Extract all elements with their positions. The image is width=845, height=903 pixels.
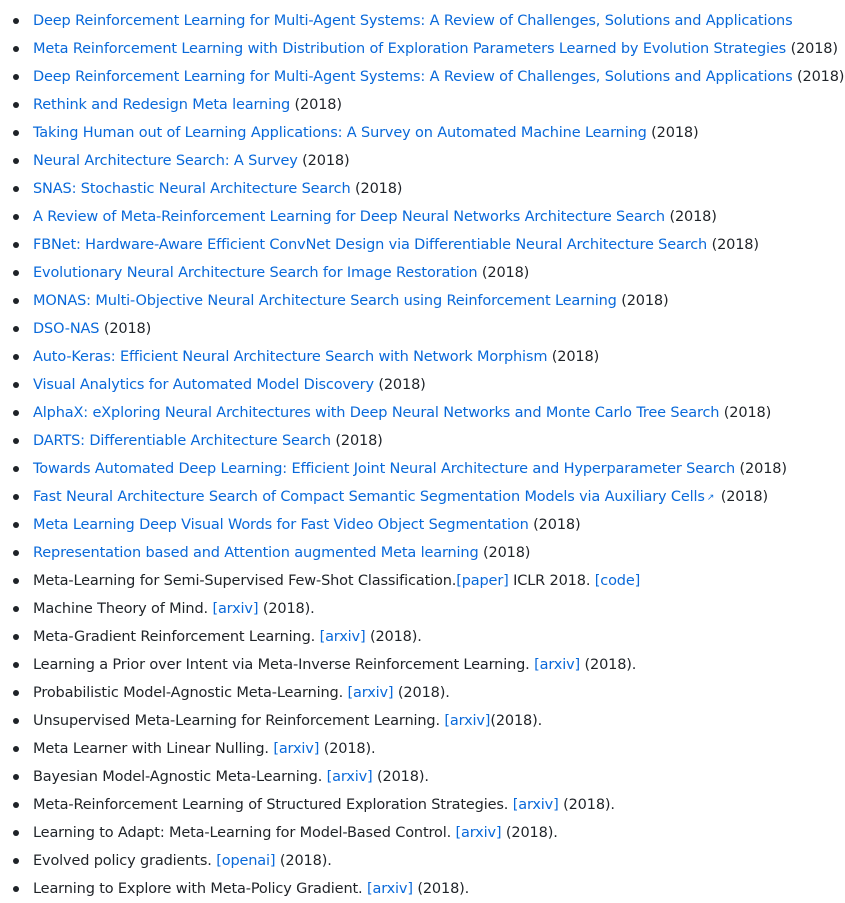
paper-title-link[interactable]: A Review of Meta-Reinforcement Learning for Deep Neural Networks Architecture Search <box>33 209 665 225</box>
bullet-icon <box>13 242 19 248</box>
paper-title-link[interactable]: Fast Neural Architecture Search of Compact Semantic Segmentation Models via Auxiliary Cells <box>33 489 705 505</box>
paper-resource-link[interactable]: [arxiv] <box>366 881 413 897</box>
paper-title-link[interactable]: Visual Analytics for Automated Model Discovery <box>33 377 374 393</box>
list-item <box>0 63 845 91</box>
paper-title-link[interactable]: Meta Learning Deep Visual Words for Fast Video Object Segmentation <box>33 517 529 533</box>
paper-title-link[interactable]: Meta Reinforcement Learning with Distribution of Exploration Parameters Learned by Evolution Strategies <box>33 41 787 57</box>
list-item <box>0 791 845 819</box>
paper-text: Meta Learner with Linear Nulling. <box>33 741 274 757</box>
paper-text: Bayesian Model-Agnostic Meta-Learning. <box>33 769 327 785</box>
list-item <box>0 847 845 875</box>
paper-year: (2018) <box>796 69 845 85</box>
list-item <box>0 707 845 735</box>
paper-text: (2018). <box>258 601 315 617</box>
list-item <box>0 623 845 651</box>
paper-title-link[interactable]: Representation based and Attention augmented Meta learning <box>33 545 479 561</box>
paper-year: (2018) <box>103 321 152 337</box>
paper-year: (2018) <box>720 489 769 505</box>
bullet-icon <box>13 690 19 696</box>
paper-text: Meta-Reinforcement Learning of Structured Exploration Strategies. <box>33 797 513 813</box>
paper-year: (2018) <box>651 125 699 141</box>
bullet-icon <box>13 410 19 416</box>
list-item <box>0 735 845 763</box>
paper-title-link[interactable]: AlphaX: eXploring Neural Architectures with Deep Neural Networks and Monte Carlo Tree Search <box>33 405 720 421</box>
list-item <box>0 91 845 119</box>
paper-title-link[interactable]: Neural Architecture Search: A Survey <box>33 153 298 169</box>
bullet-icon <box>13 550 19 556</box>
paper-text: (2018). <box>319 741 376 757</box>
list-item <box>0 875 845 903</box>
paper-year: (2018) <box>551 349 600 365</box>
paper-resource-link[interactable]: [code] <box>594 573 641 589</box>
paper-title-link[interactable]: MONAS: Multi-Objective Neural Architecture Search using Reinforcement Learning <box>33 293 617 309</box>
paper-year: (2018) <box>294 97 342 113</box>
list-item <box>0 119 845 147</box>
paper-title-link[interactable]: Auto-Keras: Efficient Neural Architecture Search with Network Morphism <box>33 349 548 365</box>
paper-text: Learning to Explore with Meta-Policy Gradient. <box>33 881 367 897</box>
bullet-icon <box>13 522 19 528</box>
list-item <box>0 595 845 623</box>
bullet-icon <box>13 466 19 472</box>
bullet-icon <box>13 830 19 836</box>
paper-resource-link[interactable]: [arxiv] <box>347 685 394 701</box>
list-item <box>0 483 845 511</box>
paper-text: (2018). <box>393 685 450 701</box>
paper-text: Unsupervised Meta-Learning for Reinforcement Learning. <box>33 713 445 729</box>
bullet-icon <box>13 662 19 668</box>
paper-text: Learning to Adapt: Meta-Learning for Model-Based Control. <box>33 825 456 841</box>
paper-year: (2018) <box>335 433 383 449</box>
paper-text: (2018). <box>372 769 429 785</box>
bullet-icon <box>13 214 19 220</box>
bullet-icon <box>13 858 19 864</box>
paper-resource-link[interactable]: [arxiv] <box>326 769 373 785</box>
bullet-icon <box>13 74 19 80</box>
paper-year: (2018) <box>354 181 403 197</box>
paper-title-link[interactable]: DARTS: Differentiable Architecture Search <box>33 433 331 449</box>
paper-text: Machine Theory of Mind. <box>33 601 213 617</box>
external-link-icon[interactable]: ↗ <box>706 493 715 503</box>
bullet-icon <box>13 774 19 780</box>
paper-resource-link[interactable]: [arxiv] <box>273 741 320 757</box>
paper-year: (2018) <box>483 545 531 561</box>
bullet-icon <box>13 102 19 108</box>
bullet-icon <box>13 606 19 612</box>
list-item <box>0 259 845 287</box>
paper-resource-link[interactable]: [arxiv] <box>212 601 259 617</box>
paper-text: ICLR 2018. <box>508 573 595 589</box>
paper-year: (2018) <box>669 209 717 225</box>
bullet-icon <box>13 186 19 192</box>
bullet-icon <box>13 802 19 808</box>
bullet-icon <box>13 718 19 724</box>
paper-title-link[interactable]: Towards Automated Deep Learning: Efficient Joint Neural Architecture and Hyperparameter Search <box>33 461 736 477</box>
list-item <box>0 679 845 707</box>
paper-resource-link[interactable]: [arxiv] <box>319 629 366 645</box>
paper-text: (2018). <box>558 797 615 813</box>
list-item <box>0 35 845 63</box>
bullet-icon <box>13 130 19 136</box>
list-item <box>0 511 845 539</box>
list-item <box>0 539 845 567</box>
list-item <box>0 175 845 203</box>
paper-resource-link[interactable]: [arxiv] <box>512 797 559 813</box>
bullet-icon <box>13 18 19 24</box>
paper-resource-link[interactable]: [arxiv] <box>455 825 502 841</box>
paper-year: (2018) <box>481 265 530 281</box>
paper-title-link[interactable]: Deep Reinforcement Learning for Multi-Agent Systems: A Review of Challenges, Solutions and Applications <box>33 13 793 29</box>
bullet-icon <box>13 46 19 52</box>
paper-text: Meta-Gradient Reinforcement Learning. <box>33 629 320 645</box>
bullet-icon <box>13 326 19 332</box>
paper-year: (2018) <box>302 153 350 169</box>
list-item <box>0 315 845 343</box>
bullet-icon <box>13 494 19 500</box>
bullet-icon <box>13 158 19 164</box>
paper-title-link[interactable]: Deep Reinforcement Learning for Multi-Agent Systems: A Review of Challenges, Solutions and Applications <box>33 69 793 85</box>
list-item <box>0 427 845 455</box>
bullet-icon <box>13 298 19 304</box>
list-item <box>0 7 845 35</box>
paper-text: (2018). <box>275 853 332 869</box>
paper-year: (2018) <box>790 41 838 57</box>
bullet-icon <box>13 354 19 360</box>
paper-title-link[interactable]: Taking Human out of Learning Applications: A Survey on Automated Machine Learning <box>33 125 647 141</box>
paper-year: (2018) <box>739 461 787 477</box>
paper-title-link[interactable]: DSO-NAS <box>33 321 100 337</box>
paper-title-link[interactable]: FBNet: Hardware-Aware Efficient ConvNet Design via Differentiable Neural Architecture Search <box>33 237 708 253</box>
paper-text: (2018). <box>490 713 543 729</box>
paper-resource-link[interactable]: [paper] <box>456 573 509 589</box>
paper-title-link[interactable]: Rethink and Redesign Meta learning <box>33 97 291 113</box>
paper-text: Probabilistic Model-Agnostic Meta-Learning. <box>33 685 348 701</box>
paper-text: Evolved policy gradients. <box>33 853 217 869</box>
list-item <box>0 343 845 371</box>
list-item <box>0 819 845 847</box>
bullet-icon <box>13 270 19 276</box>
paper-year: (2018) <box>533 517 581 533</box>
paper-text: Meta-Learning for Semi-Supervised Few-Shot Classification. <box>33 573 457 589</box>
bullet-icon <box>13 634 19 640</box>
paper-text: (2018). <box>580 657 637 673</box>
list-item <box>0 371 845 399</box>
list-item <box>0 399 845 427</box>
list-item <box>0 203 845 231</box>
paper-resource-link[interactable]: [openai] <box>216 853 276 869</box>
bullet-icon <box>13 886 19 892</box>
list-item <box>0 231 845 259</box>
bullet-icon <box>13 746 19 752</box>
list-item <box>0 455 845 483</box>
bullet-icon <box>13 438 19 444</box>
paper-title-link[interactable]: Evolutionary Neural Architecture Search for Image Restoration <box>33 265 478 281</box>
bullet-icon <box>13 382 19 388</box>
list-item <box>0 287 845 315</box>
paper-text: (2018). <box>365 629 422 645</box>
paper-year: (2018) <box>711 237 759 253</box>
paper-year: (2018) <box>378 377 426 393</box>
list-item <box>0 763 845 791</box>
list-item <box>0 567 845 595</box>
paper-text: (2018). <box>501 825 558 841</box>
list-item <box>0 651 845 679</box>
bullet-icon <box>13 578 19 584</box>
paper-resource-link[interactable]: [arxiv] <box>444 713 491 729</box>
paper-text: (2018). <box>412 881 470 897</box>
list-item <box>0 147 845 175</box>
paper-text: Learning a Prior over Intent via Meta-Inverse Reinforcement Learning. <box>33 657 535 673</box>
paper-year: (2018) <box>621 293 669 309</box>
paper-title-link[interactable]: SNAS: Stochastic Neural Architecture Search <box>33 181 351 197</box>
paper-year: (2018) <box>723 405 772 421</box>
paper-resource-link[interactable]: [arxiv] <box>534 657 581 673</box>
